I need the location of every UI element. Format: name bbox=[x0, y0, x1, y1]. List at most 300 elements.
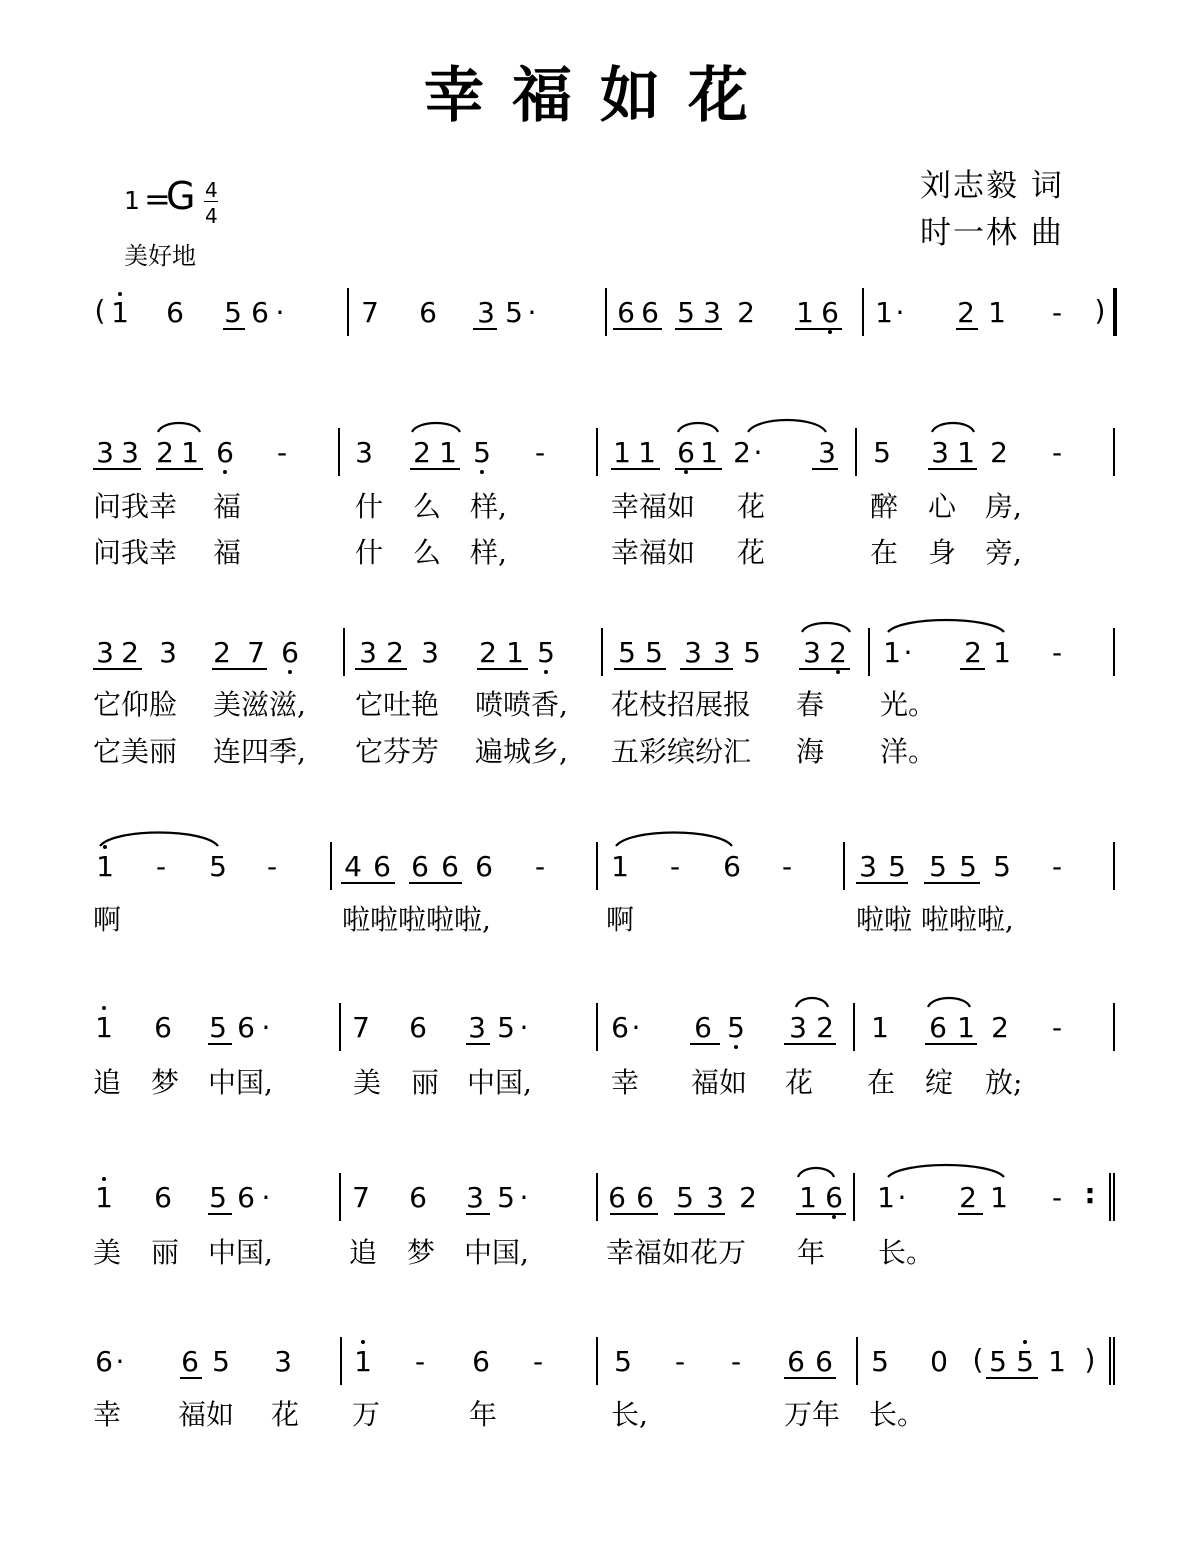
note: 5 bbox=[873, 436, 891, 469]
beam-underline bbox=[611, 468, 660, 470]
barline bbox=[1113, 288, 1115, 336]
beam-underline bbox=[675, 468, 722, 470]
lyric: 它芬芳 bbox=[355, 735, 440, 768]
lyric: 美 bbox=[93, 1236, 122, 1269]
barline bbox=[596, 1003, 598, 1051]
lyric: 问我幸 bbox=[93, 536, 178, 569]
note: 5 bbox=[497, 1011, 515, 1044]
note: 6 bbox=[409, 1181, 427, 1214]
note: 1 bbox=[799, 1181, 817, 1214]
note: 5 bbox=[209, 1011, 227, 1044]
note: - bbox=[532, 1345, 544, 1378]
octave-dot bbox=[480, 470, 484, 474]
note: · bbox=[527, 296, 537, 329]
key-number: 1 bbox=[124, 186, 140, 215]
octave-dot bbox=[544, 670, 548, 674]
slur-mark bbox=[616, 833, 732, 847]
note: 3 bbox=[931, 436, 949, 469]
lyric: 啦啦 啦啦啦, bbox=[856, 903, 1014, 936]
barline bbox=[853, 1003, 855, 1051]
barline bbox=[340, 1337, 342, 1385]
barline bbox=[1115, 288, 1117, 336]
note: - bbox=[266, 850, 278, 883]
note: 2 bbox=[829, 636, 847, 669]
barline bbox=[1109, 1337, 1111, 1385]
note: 6 bbox=[441, 850, 459, 883]
note: 1 bbox=[638, 436, 656, 469]
lyric: 啊 bbox=[93, 903, 122, 936]
beam-underline bbox=[928, 468, 977, 470]
beam-underline bbox=[960, 668, 985, 670]
note: 2 bbox=[739, 1181, 757, 1214]
barline bbox=[853, 1173, 855, 1221]
lyric: 绽 bbox=[925, 1066, 954, 1099]
slur-mark bbox=[928, 998, 970, 1007]
beam-underline bbox=[341, 882, 395, 884]
note: 1 bbox=[611, 850, 629, 883]
lyric: 旁, bbox=[985, 536, 1022, 569]
note: 5 bbox=[209, 1181, 227, 1214]
barline bbox=[843, 842, 845, 890]
beam-underline bbox=[410, 468, 460, 470]
note: 5 bbox=[497, 1181, 515, 1214]
note: 5 bbox=[727, 1011, 745, 1044]
beam-underline bbox=[856, 882, 908, 884]
note: 6 bbox=[251, 296, 269, 329]
slur-mark bbox=[796, 998, 828, 1007]
note: 6 bbox=[475, 850, 493, 883]
beam-underline bbox=[180, 1377, 202, 1379]
lyric: 样, bbox=[470, 490, 507, 523]
note: 6 bbox=[472, 1345, 490, 1378]
note: 2 bbox=[957, 296, 975, 329]
note: - bbox=[669, 850, 681, 883]
note: - bbox=[674, 1345, 686, 1378]
note: - bbox=[1051, 296, 1063, 329]
note: 5 bbox=[618, 636, 636, 669]
barline bbox=[1113, 1337, 1115, 1385]
lyric: 放; bbox=[985, 1066, 1023, 1099]
note: 6 bbox=[216, 436, 234, 469]
beam-underline bbox=[477, 668, 528, 670]
beam-underline bbox=[473, 328, 497, 330]
note: · bbox=[631, 1011, 641, 1044]
note: 6 bbox=[611, 1011, 629, 1044]
barline bbox=[596, 1173, 598, 1221]
note: 5 bbox=[676, 1181, 694, 1214]
barline bbox=[330, 842, 332, 890]
note: · bbox=[519, 1181, 529, 1214]
note: 2 bbox=[121, 636, 139, 669]
lyric: 五彩缤纷汇 bbox=[611, 735, 752, 768]
barline bbox=[856, 1337, 858, 1385]
note: 3 bbox=[159, 636, 177, 669]
octave-dot bbox=[828, 330, 832, 334]
lyric: 丽 bbox=[151, 1236, 180, 1269]
note: 5 bbox=[224, 296, 242, 329]
note: 1 bbox=[95, 1181, 113, 1214]
note: · bbox=[275, 296, 285, 329]
slur-mark bbox=[100, 833, 218, 847]
lyric: 花 bbox=[271, 1398, 300, 1431]
slur-mark bbox=[888, 620, 1004, 632]
note: 3 bbox=[121, 436, 139, 469]
note: · bbox=[903, 636, 913, 669]
note: 2 bbox=[816, 1011, 834, 1044]
beam-underline bbox=[796, 1213, 846, 1215]
note: 5 bbox=[209, 850, 227, 883]
note: 3 bbox=[703, 296, 721, 329]
note: 5 bbox=[212, 1345, 230, 1378]
slur-mark bbox=[158, 423, 200, 432]
note: · bbox=[753, 436, 763, 469]
note: · bbox=[897, 1181, 907, 1214]
key-equals: = bbox=[144, 180, 171, 218]
note: - bbox=[1051, 636, 1063, 669]
slur-mark bbox=[678, 423, 718, 432]
note: 5 bbox=[473, 436, 491, 469]
lyric: 万 bbox=[352, 1398, 381, 1431]
note: 6 bbox=[181, 1345, 199, 1378]
barline bbox=[862, 288, 864, 336]
lyric: 福如 bbox=[691, 1066, 748, 1099]
note: 6 bbox=[154, 1011, 172, 1044]
slur-mark bbox=[932, 423, 974, 432]
paren-open: ( bbox=[972, 1343, 984, 1376]
lyric: 花枝招展报 bbox=[611, 688, 752, 721]
lyric: 么 bbox=[413, 490, 442, 523]
note: 5 bbox=[614, 1345, 632, 1378]
note: 3 bbox=[355, 436, 373, 469]
note: 5 bbox=[993, 850, 1011, 883]
note: - bbox=[1051, 436, 1063, 469]
barline bbox=[347, 288, 349, 336]
lyric: 问我幸 bbox=[93, 490, 178, 523]
octave-dot bbox=[223, 470, 227, 474]
barline bbox=[339, 1173, 341, 1221]
note: 1 bbox=[1048, 1345, 1066, 1378]
lyric: 什 bbox=[355, 536, 384, 569]
time-signature-bottom: 4 bbox=[205, 204, 218, 228]
beam-underline bbox=[409, 882, 462, 884]
lyric: 追 bbox=[93, 1066, 122, 1099]
note: 5 bbox=[645, 636, 663, 669]
octave-dot bbox=[1023, 1340, 1027, 1344]
paren-open: ( bbox=[94, 294, 106, 327]
repeat-colon: : bbox=[1084, 1177, 1096, 1210]
note: 6 bbox=[237, 1011, 255, 1044]
beam-underline bbox=[795, 328, 842, 330]
barline bbox=[339, 1003, 341, 1051]
note: 1 bbox=[95, 1011, 113, 1044]
beam-underline bbox=[680, 668, 733, 670]
beam-underline bbox=[784, 1043, 836, 1045]
note: 3 bbox=[359, 636, 377, 669]
note: 5 bbox=[1016, 1345, 1034, 1378]
note: 1 bbox=[993, 636, 1011, 669]
lyric: 什 bbox=[355, 490, 384, 523]
note: 1 bbox=[877, 1181, 895, 1214]
lyric: 光。 bbox=[880, 688, 937, 721]
lyric: 长。 bbox=[869, 1398, 926, 1431]
note: 6 bbox=[694, 1011, 712, 1044]
barline bbox=[1113, 1003, 1115, 1051]
beam-underline bbox=[924, 882, 980, 884]
note: 6 bbox=[281, 636, 299, 669]
lyric: 中国, bbox=[208, 1236, 273, 1269]
note: 5 bbox=[677, 296, 695, 329]
slur-mark bbox=[748, 420, 826, 432]
note: 1 bbox=[111, 296, 129, 329]
octave-dot bbox=[734, 1045, 738, 1049]
paren-close: ) bbox=[1084, 1343, 1096, 1376]
lyric: 遍城乡, bbox=[475, 735, 568, 768]
note: 6 bbox=[677, 436, 695, 469]
note: 6 bbox=[641, 296, 659, 329]
note: 3 bbox=[789, 1011, 807, 1044]
barline bbox=[1113, 428, 1115, 476]
note: 4 bbox=[344, 850, 362, 883]
note: 1 bbox=[990, 1181, 1008, 1214]
barline bbox=[596, 1337, 598, 1385]
lyric: 长。 bbox=[878, 1236, 935, 1269]
note: 7 bbox=[352, 1011, 370, 1044]
octave-dot bbox=[103, 845, 107, 849]
note: 1 bbox=[796, 296, 814, 329]
note: 2 bbox=[991, 1011, 1009, 1044]
note: 6 bbox=[787, 1345, 805, 1378]
note: 1 bbox=[613, 436, 631, 469]
lyric: 它吐艳 bbox=[355, 688, 440, 721]
note: 3 bbox=[96, 636, 114, 669]
note: · bbox=[115, 1345, 125, 1378]
beam-underline bbox=[610, 1213, 658, 1215]
note: 6 bbox=[929, 1011, 947, 1044]
note: · bbox=[519, 1011, 529, 1044]
note: 5 bbox=[505, 296, 523, 329]
note: 7 bbox=[247, 636, 265, 669]
note: 1 bbox=[957, 436, 975, 469]
note: 3 bbox=[274, 1345, 292, 1378]
beam-underline bbox=[958, 1213, 983, 1215]
lyricist-credit: 刘志毅 词 bbox=[920, 168, 1064, 204]
beam-underline bbox=[223, 328, 245, 330]
note: 6 bbox=[411, 850, 429, 883]
note: 3 bbox=[803, 636, 821, 669]
slur-mark bbox=[412, 423, 460, 432]
lyric: 万年 bbox=[784, 1398, 841, 1431]
note: - bbox=[730, 1345, 742, 1378]
note: 5 bbox=[871, 1345, 889, 1378]
note: 6 bbox=[608, 1181, 626, 1214]
octave-dot bbox=[102, 1177, 106, 1181]
barline bbox=[605, 288, 607, 336]
note: · bbox=[261, 1011, 271, 1044]
lyric: 梦 bbox=[151, 1066, 180, 1099]
note: 6 bbox=[237, 1181, 255, 1214]
lyric: 春 bbox=[796, 688, 825, 721]
octave-dot bbox=[684, 470, 688, 474]
note: 5 bbox=[537, 636, 555, 669]
note: 1 bbox=[883, 636, 901, 669]
lyric: 福 bbox=[213, 536, 242, 569]
lyric: 幸 bbox=[611, 1066, 640, 1099]
note: 1 bbox=[957, 1011, 975, 1044]
slur-mark bbox=[802, 623, 850, 632]
note: 1 bbox=[700, 436, 718, 469]
lyric: 么 bbox=[413, 536, 442, 569]
octave-dot bbox=[288, 670, 292, 674]
lyric: 心 bbox=[928, 490, 957, 523]
note: 2 bbox=[413, 436, 431, 469]
lyric: 福 bbox=[213, 490, 242, 523]
note: 5 bbox=[929, 850, 947, 883]
lyric: 啦啦啦啦啦, bbox=[342, 903, 491, 936]
note: 3 bbox=[466, 1181, 484, 1214]
beam-underline bbox=[208, 1213, 232, 1215]
note: 3 bbox=[706, 1181, 724, 1214]
beam-underline bbox=[355, 668, 407, 670]
note: 6 bbox=[825, 1181, 843, 1214]
beam-underline bbox=[93, 468, 141, 470]
lyric: 花 bbox=[737, 536, 766, 569]
key-letter: G bbox=[166, 174, 196, 218]
slur-mark bbox=[798, 1168, 834, 1177]
lyric: 房, bbox=[985, 490, 1022, 523]
note: 7 bbox=[361, 296, 379, 329]
note: 6 bbox=[95, 1345, 113, 1378]
tempo-marking: 美好地 bbox=[124, 242, 196, 270]
note: 3 bbox=[859, 850, 877, 883]
note: 2 bbox=[479, 636, 497, 669]
lyric: 花 bbox=[785, 1066, 814, 1099]
note: 2 bbox=[737, 296, 755, 329]
beam-underline bbox=[956, 328, 978, 330]
lyric: 美 bbox=[353, 1066, 382, 1099]
lyric: 年 bbox=[469, 1398, 498, 1431]
barline bbox=[855, 428, 857, 476]
note: 2 bbox=[386, 636, 404, 669]
note: 6 bbox=[154, 1181, 172, 1214]
note: - bbox=[1051, 1181, 1063, 1214]
octave-dot bbox=[102, 1006, 106, 1010]
lyric: 年 bbox=[797, 1236, 826, 1269]
beam-underline bbox=[208, 1043, 232, 1045]
lyric: 啊 bbox=[606, 903, 635, 936]
note: - bbox=[276, 436, 288, 469]
note: - bbox=[534, 436, 546, 469]
lyric: 幸福如 bbox=[611, 536, 696, 569]
barline bbox=[343, 628, 345, 676]
beam-underline bbox=[614, 668, 666, 670]
note: 3 bbox=[818, 436, 836, 469]
note: 2 bbox=[964, 636, 982, 669]
note: 6 bbox=[636, 1181, 654, 1214]
song-title: 幸福如花 bbox=[424, 61, 776, 131]
lyric: 梦 bbox=[407, 1236, 436, 1269]
lyric: 海 bbox=[796, 735, 825, 768]
note: 6 bbox=[617, 296, 635, 329]
note: 1 bbox=[875, 296, 893, 329]
beam-underline bbox=[466, 1213, 490, 1215]
beam-underline bbox=[466, 1043, 490, 1045]
lyric: 幸 bbox=[93, 1398, 122, 1431]
barline bbox=[596, 428, 598, 476]
beam-underline bbox=[674, 1213, 725, 1215]
note: 5 bbox=[989, 1345, 1007, 1378]
slur-mark bbox=[888, 1165, 1004, 1177]
beam-underline bbox=[93, 668, 142, 670]
beam-underline bbox=[212, 668, 267, 670]
note: 2 bbox=[959, 1181, 977, 1214]
note: 7 bbox=[352, 1181, 370, 1214]
note: 6 bbox=[419, 296, 437, 329]
note: 1 bbox=[506, 636, 524, 669]
note: 1 bbox=[354, 1345, 372, 1378]
octave-dot bbox=[361, 1340, 365, 1344]
lyric: 身 bbox=[928, 536, 957, 569]
barline bbox=[868, 628, 870, 676]
lyric: 洋。 bbox=[880, 735, 937, 768]
composer-credit: 时一林 曲 bbox=[920, 215, 1064, 251]
note: 3 bbox=[684, 636, 702, 669]
lyric: 花 bbox=[737, 490, 766, 523]
note: 3 bbox=[477, 296, 495, 329]
beam-underline bbox=[613, 328, 662, 330]
note: 5 bbox=[959, 850, 977, 883]
note: 3 bbox=[421, 636, 439, 669]
barline bbox=[1109, 1173, 1111, 1221]
lyric: 丽 bbox=[411, 1066, 440, 1099]
barline bbox=[338, 428, 340, 476]
lyric: 福如 bbox=[178, 1398, 235, 1431]
beam-underline bbox=[675, 328, 722, 330]
lyric: 中国, bbox=[464, 1236, 529, 1269]
time-signature-line bbox=[204, 201, 218, 202]
lyric: 样, bbox=[470, 536, 507, 569]
note: 6 bbox=[166, 296, 184, 329]
note: 3 bbox=[96, 436, 114, 469]
note: - bbox=[1051, 850, 1063, 883]
note: 6 bbox=[821, 296, 839, 329]
note: - bbox=[781, 850, 793, 883]
lyric: 中国, bbox=[208, 1066, 273, 1099]
time-signature-top: 4 bbox=[205, 178, 218, 202]
lyric: 它美丽 bbox=[93, 735, 178, 768]
note: 1 bbox=[96, 850, 114, 883]
beam-underline bbox=[812, 468, 838, 470]
lyric: 喷喷香, bbox=[475, 688, 568, 721]
note: 3 bbox=[713, 636, 731, 669]
note: · bbox=[895, 296, 905, 329]
lyric: 醉 bbox=[870, 490, 899, 523]
note: 1 bbox=[439, 436, 457, 469]
note: 6 bbox=[409, 1011, 427, 1044]
note: 5 bbox=[743, 636, 761, 669]
note: 1 bbox=[181, 436, 199, 469]
barline bbox=[601, 628, 603, 676]
note: - bbox=[155, 850, 167, 883]
octave-dot bbox=[836, 670, 840, 674]
note: 2 bbox=[156, 436, 174, 469]
beam-underline bbox=[799, 668, 850, 670]
lyric: 幸福如花万 bbox=[606, 1236, 747, 1269]
note: - bbox=[534, 850, 546, 883]
paren-close: ) bbox=[1094, 294, 1106, 327]
note: 1 bbox=[988, 296, 1006, 329]
barline bbox=[1113, 628, 1115, 676]
note: 1 bbox=[871, 1011, 889, 1044]
